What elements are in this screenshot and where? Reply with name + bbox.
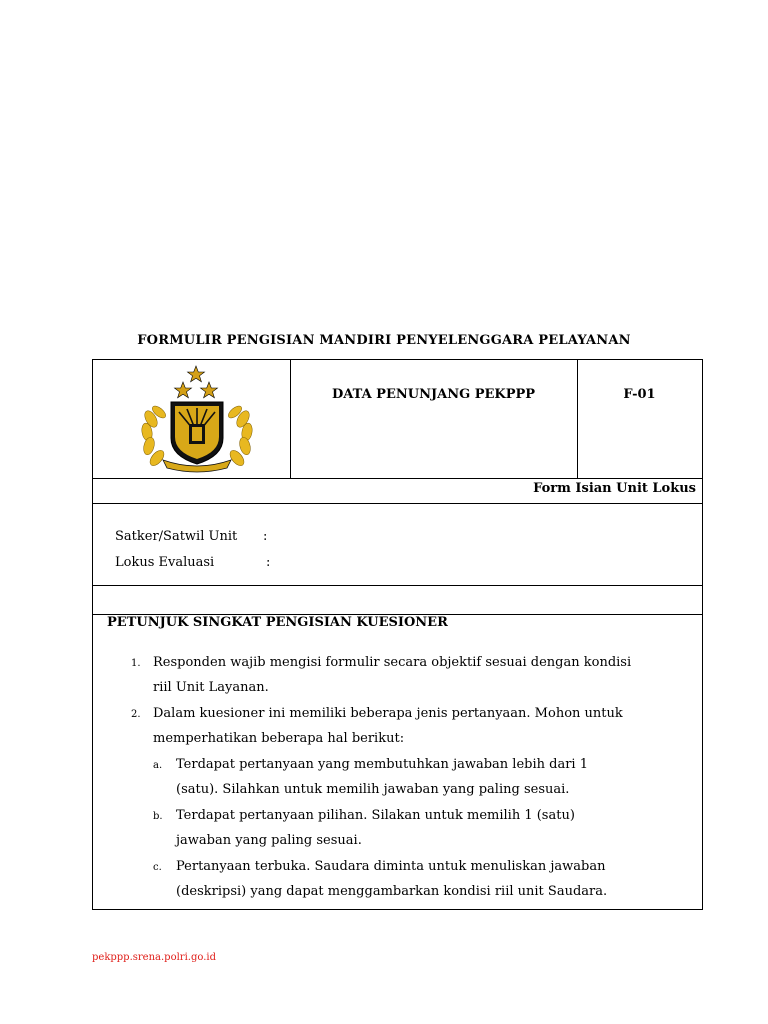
satker-field-label: Satker/Satwil Unit bbox=[115, 529, 238, 544]
sub-item-marker: c. bbox=[153, 862, 162, 873]
list-item-marker: 2. bbox=[131, 709, 141, 720]
polri-emblem-icon bbox=[137, 364, 257, 474]
list-item bbox=[153, 701, 623, 751]
sub-list-item bbox=[176, 854, 607, 904]
list-item-line: Responden wajib mengisi formulir secara objektif sesuai dengan kondisi bbox=[153, 655, 632, 670]
list-item-line: memperhatikan beberapa hal berikut: bbox=[153, 731, 405, 746]
sub-item-line: Terdapat pertanyaan yang membutuhkan jawaban lebih dari 1 bbox=[176, 757, 588, 772]
list-item-line: riil Unit Layanan. bbox=[153, 680, 269, 695]
lokus-field-separator: : bbox=[266, 555, 271, 570]
form-code: F-01 bbox=[623, 387, 656, 402]
satker-field bbox=[115, 529, 268, 544]
logo-cell bbox=[93, 360, 291, 478]
satker-field-separator: : bbox=[263, 529, 268, 544]
document-title: FORMULIR PENGISIAN MANDIRI PENYELENGGARA PELAYANAN bbox=[137, 333, 631, 348]
sub-item-line: Pertanyaan terbuka. Saudara diminta untuk menuliskan jawaban bbox=[176, 859, 606, 874]
section-title: DATA PENUNJANG PEKPPP bbox=[331, 387, 536, 402]
section-title-cell bbox=[290, 360, 578, 478]
sub-item-line: Terdapat pertanyaan pilihan. Silakan untuk memilih 1 (satu) bbox=[176, 808, 575, 823]
sub-list-item bbox=[176, 803, 575, 853]
form-type-row bbox=[93, 478, 702, 504]
lokus-field-label: Lokus Evaluasi bbox=[115, 555, 215, 570]
list-item bbox=[153, 650, 631, 700]
list-item-line: Dalam kuesioner ini memiliki beberapa jenis pertanyaan. Mohon untuk bbox=[153, 706, 623, 721]
empty-row bbox=[93, 585, 702, 615]
lokus-field bbox=[115, 555, 271, 570]
form-code-cell bbox=[577, 360, 702, 478]
form-table bbox=[92, 359, 703, 910]
form-type-label: Form Isian Unit Lokus bbox=[533, 481, 696, 496]
sub-item-marker: a. bbox=[153, 760, 163, 771]
sub-item-marker: b. bbox=[153, 811, 163, 822]
footer-url: pekppp.srena.polri.go.id bbox=[92, 952, 216, 963]
sub-item-line: (satu). Silahkan untuk memilih jawaban yang paling sesuai. bbox=[176, 782, 570, 797]
form-header-row bbox=[93, 360, 702, 479]
list-item-marker: 1. bbox=[131, 658, 141, 669]
instructions-section bbox=[93, 614, 702, 909]
sub-item-line: (deskripsi) yang dapat menggambarkan kondisi riil unit Saudara. bbox=[176, 884, 608, 899]
instructions-heading: PETUNJUK SINGKAT PENGISIAN KUESIONER bbox=[107, 615, 448, 630]
sub-item-line: jawaban yang paling sesuai. bbox=[176, 833, 362, 848]
form-fields-row bbox=[93, 503, 702, 586]
sub-list-item bbox=[176, 752, 588, 802]
